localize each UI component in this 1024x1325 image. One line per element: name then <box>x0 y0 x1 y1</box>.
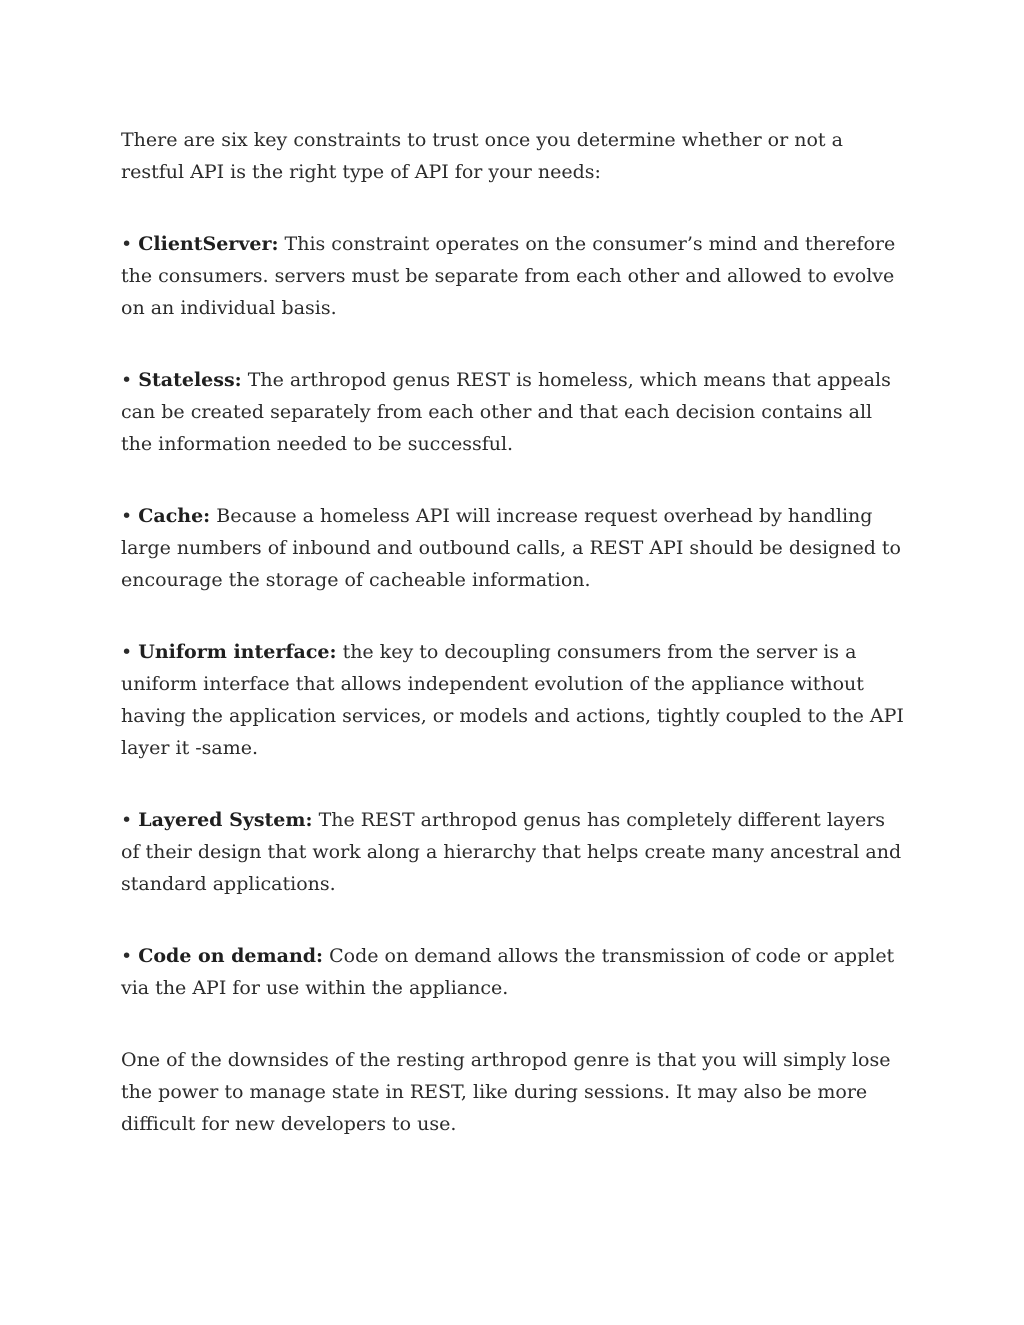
bullet: • <box>121 809 133 831</box>
bullet: • <box>121 369 133 391</box>
document-body <box>121 124 907 1180</box>
conclusion-paragraph: One of the downsides of the resting arthropod genre is that you will simply lose the power to manage state in REST, like during sessions. It may also be more difficult for new developers to use. <box>121 1049 891 1135</box>
bullet: • <box>121 945 133 967</box>
constraint-text: This constraint operates on the consumer’s mind and therefore the consumers. servers must be separate from each other and allowed to evolve on an individual basis. <box>121 233 896 319</box>
constraint-layered-system <box>121 804 907 900</box>
constraint-text: Because a homeless API will increase request overhead by handling large numbers of inbound and outbound calls, a REST API should be designed to encourage the storage of cacheable information. <box>121 505 901 591</box>
constraint-term: Stateless: <box>138 369 242 391</box>
constraint-client-server <box>121 228 907 324</box>
constraint-cache <box>121 500 907 596</box>
constraint-text: The arthropod genus REST is homeless, which means that appeals can be created separately from each other and that each decision contains all the information needed to be successful. <box>121 369 891 455</box>
constraint-term: Cache: <box>138 505 211 527</box>
constraint-uniform-interface <box>121 636 907 764</box>
constraint-code-on-demand <box>121 940 907 1004</box>
constraint-term: Uniform interface: <box>138 641 337 663</box>
intro-paragraph: There are six key constraints to trust once you determine whether or not a restful API is the right type of API for your needs: <box>121 129 843 183</box>
constraint-term: Layered System: <box>138 809 313 831</box>
constraint-text: the key to decoupling consumers from the server is a uniform interface that allows independent evolution of the appliance without having the application services, or models and actions, tightly coupled to the API layer it -same. <box>121 641 904 759</box>
constraint-stateless <box>121 364 907 460</box>
constraint-text: Code on demand allows the transmission of code or applet via the API for use within the appliance. <box>121 945 895 999</box>
constraint-term: ClientServer: <box>138 233 279 255</box>
bullet: • <box>121 505 133 527</box>
constraint-term: Code on demand: <box>138 945 324 967</box>
constraint-text: The REST arthropod genus has completely different layers of their design that work along a hierarchy that helps create many ancestral and standard applications. <box>121 809 902 895</box>
bullet: • <box>121 641 133 663</box>
bullet: • <box>121 233 133 255</box>
